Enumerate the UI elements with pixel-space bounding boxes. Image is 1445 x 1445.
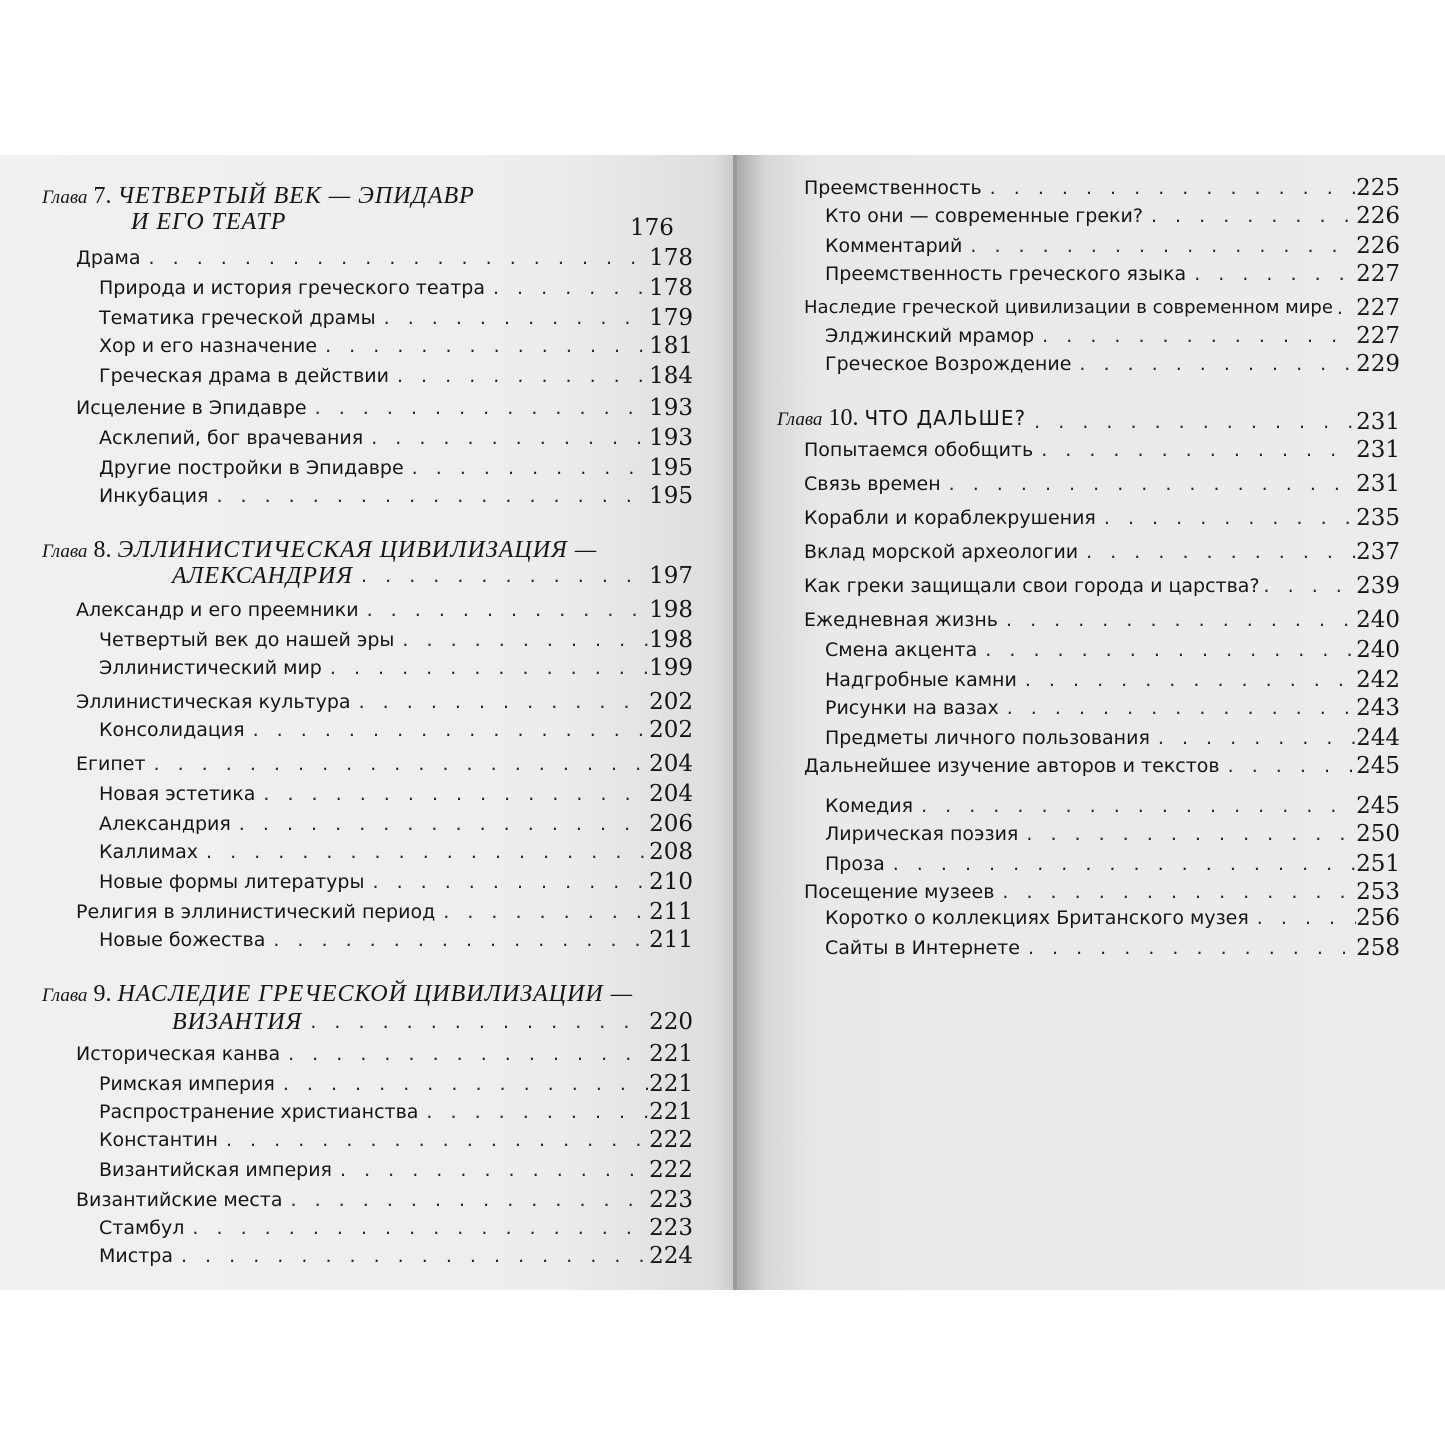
toc-entry: Наследие греческой цивилизации в современном мире . . . 227 xyxy=(804,297,1400,319)
toc-entry: Александрия . . . 206 xyxy=(99,813,693,835)
toc-entry: Хор и его назначение . . . 181 xyxy=(99,335,693,357)
toc-entry: Природа и история греческого театра . . . 178 xyxy=(99,277,693,299)
toc-entry: Как греки защищали свои города и царства? . . . 239 xyxy=(804,575,1400,597)
toc-entry: Элджинский мрамор . . . 227 xyxy=(825,325,1400,347)
toc-entry: Византийская империя . . . 222 xyxy=(99,1159,693,1181)
toc-entry: Религия в эллинистический период . . . 211 xyxy=(76,901,693,923)
chapter-heading-line2: ВИЗАНТИЯ . . . 220 xyxy=(172,1011,693,1033)
toc-entry: Предметы личного пользования . . . 244 xyxy=(825,727,1400,749)
toc-entry: Греческое Возрождение . . . 229 xyxy=(825,353,1400,375)
toc-entry: Распространение христианства . . . 221 xyxy=(99,1101,693,1123)
chapter-heading: Глава 7. ЧЕТВЕРТЫЙ ВЕК — ЭПИДАВР xyxy=(42,183,475,209)
toc-entry: Посещение музеев . . . 253 xyxy=(804,881,1400,903)
right-page xyxy=(737,155,1445,1290)
toc-entry: Византийские места . . . 223 xyxy=(76,1189,693,1211)
toc-entry: Попытаемся обобщить . . . 231 xyxy=(804,439,1400,461)
toc-entry: Асклепий, бог врачевания . . . 193 xyxy=(99,427,693,449)
toc-entry: Другие постройки в Эпидавре . . . 195 xyxy=(99,457,693,479)
toc-entry: Эллинистический мир . . . 199 xyxy=(99,657,693,679)
toc-entry: Комедия . . . 245 xyxy=(825,795,1400,817)
toc-entry: Надгробные камни . . . 242 xyxy=(825,669,1400,691)
toc-entry: Новая эстетика . . . 204 xyxy=(99,783,693,805)
chapter-heading: Глава 10. ЧТО ДАЛЬШЕ? . . . 231 xyxy=(777,405,1400,433)
toc-entry: Мистра . . . 224 xyxy=(99,1245,693,1267)
toc-entry: Четвертый век до нашей эры . . . 198 xyxy=(99,629,693,651)
toc-entry: Новые божества . . . 211 xyxy=(99,929,693,951)
toc-entry: Тематика греческой драмы . . . 179 xyxy=(99,307,693,329)
toc-entry: Смена акцента . . . 240 xyxy=(825,639,1400,661)
toc-entry: Александр и его преемники . . . 198 xyxy=(76,599,693,621)
toc-entry: Консолидация . . . 202 xyxy=(99,719,693,741)
toc-entry: Римская империя . . . 221 xyxy=(99,1073,693,1095)
chapter-heading: Глава 9. НАСЛЕДИЕ ГРЕЧЕСКОЙ ЦИВИЛИЗАЦИИ — xyxy=(42,981,634,1007)
toc-entry: Проза . . . 251 xyxy=(825,853,1400,875)
toc-entry: Эллинистическая культура . . . 202 xyxy=(76,691,693,713)
toc-entry: Драма . . . 178 xyxy=(76,247,693,269)
toc-entry: Корабли и кораблекрушения . . . 235 xyxy=(804,507,1400,529)
toc-entry: Лирическая поэзия . . . 250 xyxy=(825,823,1400,845)
toc-entry: Рисунки на вазах . . . 243 xyxy=(825,697,1400,719)
toc-entry: Преемственность греческого языка . . . 227 xyxy=(825,263,1400,285)
toc-entry: Сайты в Интернете . . . 258 xyxy=(825,937,1400,959)
toc-entry: Преемственность . . . 225 xyxy=(804,177,1400,199)
toc-entry: Греческая драма в действии . . . 184 xyxy=(99,365,693,387)
toc-entry: Историческая канва . . . 221 xyxy=(76,1043,693,1065)
toc-entry: Коротко о коллекциях Британского музея . . . 256 xyxy=(825,907,1400,929)
chapter-heading-line2: И ЕГО ТЕАТР xyxy=(131,209,287,235)
toc-entry: Ежедневная жизнь . . . 240 xyxy=(804,609,1400,631)
toc-entry: Кто они — современные греки? . . . 226 xyxy=(825,205,1400,227)
toc-entry: Связь времен . . . 231 xyxy=(804,473,1400,495)
toc-entry: Дальнейшее изучение авторов и текстов . . . 245 xyxy=(804,755,1400,777)
chapter-heading: Глава 8. ЭЛЛИНИСТИЧЕСКАЯ ЦИВИЛИЗАЦИЯ — xyxy=(42,537,598,563)
toc-entry: Стамбул . . . 223 xyxy=(99,1217,693,1239)
toc-entry: Инкубация . . . 195 xyxy=(99,485,693,507)
toc-entry: Каллимах . . . 208 xyxy=(99,841,693,863)
toc-entry: Комментарий . . . 226 xyxy=(825,235,1400,257)
toc-entry: Новые формы литературы . . . 210 xyxy=(99,871,693,893)
toc-entry: Вклад морской археологии . . . 237 xyxy=(804,541,1400,563)
toc-entry: Египет . . . 204 xyxy=(76,753,693,775)
book-spread xyxy=(0,155,1445,1290)
chapter-page-number: 176 xyxy=(630,215,674,241)
toc-entry: Исцеление в Эпидавре . . . 193 xyxy=(76,397,693,419)
left-page xyxy=(0,155,735,1290)
chapter-heading-line2: АЛЕКСАНДРИЯ . . . 197 xyxy=(172,565,693,587)
toc-entry: Константин . . . 222 xyxy=(99,1129,693,1151)
